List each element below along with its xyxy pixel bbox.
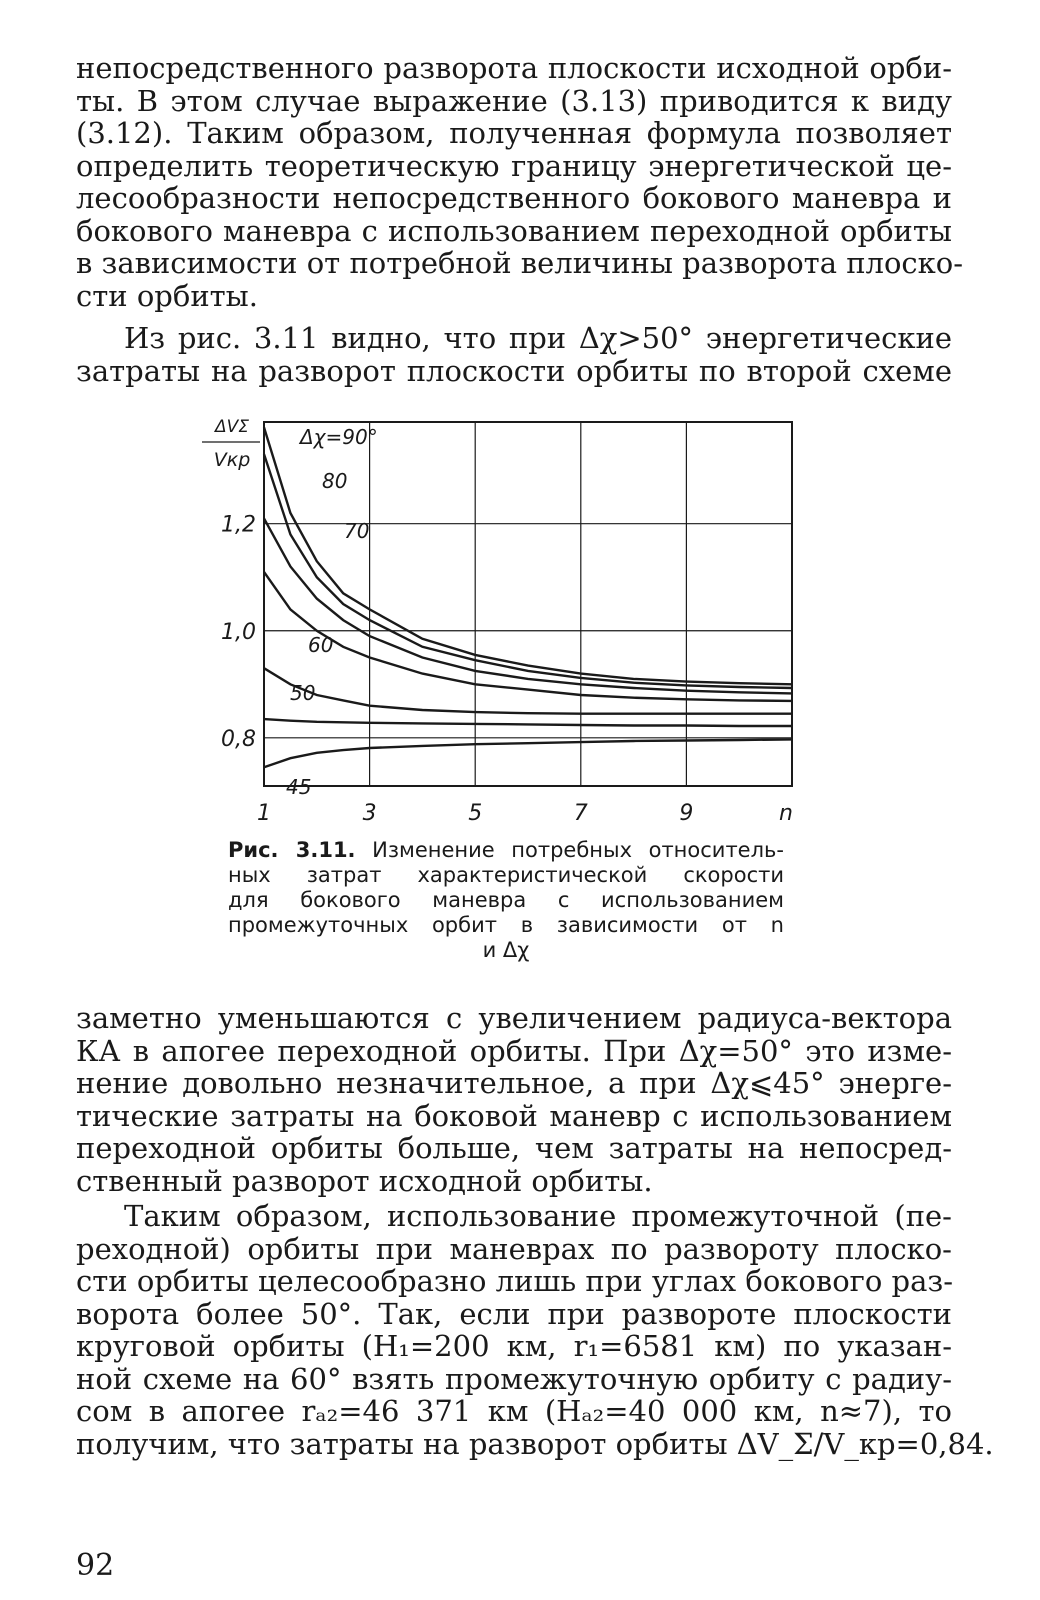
text-line: определить теоретическую границу энергетической це- [76,148,952,183]
caption-line: и Δχ [482,938,530,962]
caption-line [228,838,784,863]
text-line: Таким образом, использование промежуточной (пе- [124,1199,952,1233]
series-label: 80 [322,469,348,493]
text-line: ворота более 50°. Так, если при развороте плоскости [76,1296,952,1331]
paragraph-1 [76,51,964,313]
text-line: ты. В этом случае выражение (3.13) приводится к виду [76,83,952,118]
text-line: сти орбиты. [76,278,258,313]
x-tick-label: 7 [573,801,588,826]
caption-line: ных затрат характеристической скорости [228,863,784,887]
x-tick-label: 5 [468,801,483,826]
text-line: непосредственного разворота плоскости исходной орби- [76,51,952,85]
figure-label: Рис. 3.11. [228,838,356,862]
text-line: ственный разворот исходной орбиты. [76,1163,653,1198]
series-label: 70 [344,519,370,543]
y-tick-label: 1,2 [221,512,256,538]
text-line: сом в апогее rₐ₂=46 371 км (Hₐ₂=40 000 км, n≈7), то [76,1394,952,1428]
text-line: сти орбиты целесообразно лишь при углах бокового раз- [76,1264,954,1298]
text-line: нение довольно незначительное, а при Δχ⩽45° энерге- [76,1066,952,1100]
text-line: переходной орбиты больше, чем затраты на непосред- [76,1131,952,1165]
series-line [264,518,792,693]
x-axis-label: n [779,801,793,826]
x-tick-label: 1 [257,801,271,826]
page-number: 92 [76,1548,115,1583]
series-line [264,719,792,726]
series-label: Δχ=90° [300,425,378,449]
series-line [264,739,792,767]
text-line: тические затраты на боковой маневр с использованием [76,1098,952,1133]
text-line: Из рис. 3.11 видно, что при Δχ>50° энергетические [124,321,952,355]
text-line: затраты на разворот плоскости орбиты по второй схеме [76,353,952,388]
text-line: бокового маневра с использованием переходной орбиты [76,213,952,248]
text-line: заметно уменьшаются с увеличением радиуса-вектора [76,1001,952,1035]
text-line: в зависимости от потребной величины разворота плоско- [76,246,964,280]
text-line: КА в апогее переходной орбиты. При Δχ=50° это изме- [76,1033,952,1068]
figure-3-11-chart [196,410,806,830]
y-axis-label-numerator: ΔVΣ [215,417,249,437]
text-line: (3.12). Таким образом, полученная формула позволяет [76,116,952,150]
caption-line: для бокового маневра с использованием [228,888,784,912]
series-label: 50 [290,681,316,705]
text-line: реходной) орбиты при маневрах по развороту плоско- [76,1231,952,1266]
paragraph-2 [76,322,952,387]
text-line: круговой орбиты (H₁=200 км, r₁=6581 км) по указан- [76,1329,952,1363]
y-axis-label-denominator: Vкр [213,449,251,471]
text-line: лесообразности непосредственного бокового маневра и [76,181,952,215]
text-line: получим, что затраты на разворот орбиты ΔV_Σ/V_кр=0,84. [76,1426,994,1461]
paragraph-3 [76,1002,952,1197]
x-tick-label: 9 [679,801,694,826]
paragraph-4 [76,1199,994,1461]
series-label: 60 [308,633,334,657]
text-line: ной схеме на 60° взять промежуточную орбиту с радиу- [76,1361,952,1396]
caption-line: промежуточных орбит в зависимости от n [228,913,784,937]
x-tick-label: 3 [362,801,377,826]
y-tick-label: 1,0 [221,619,256,645]
series-label: 45 [286,775,312,799]
caption-text: Изменение потребных относитель- [372,838,784,862]
figure-caption [228,838,784,963]
y-tick-label: 0,8 [221,726,256,752]
